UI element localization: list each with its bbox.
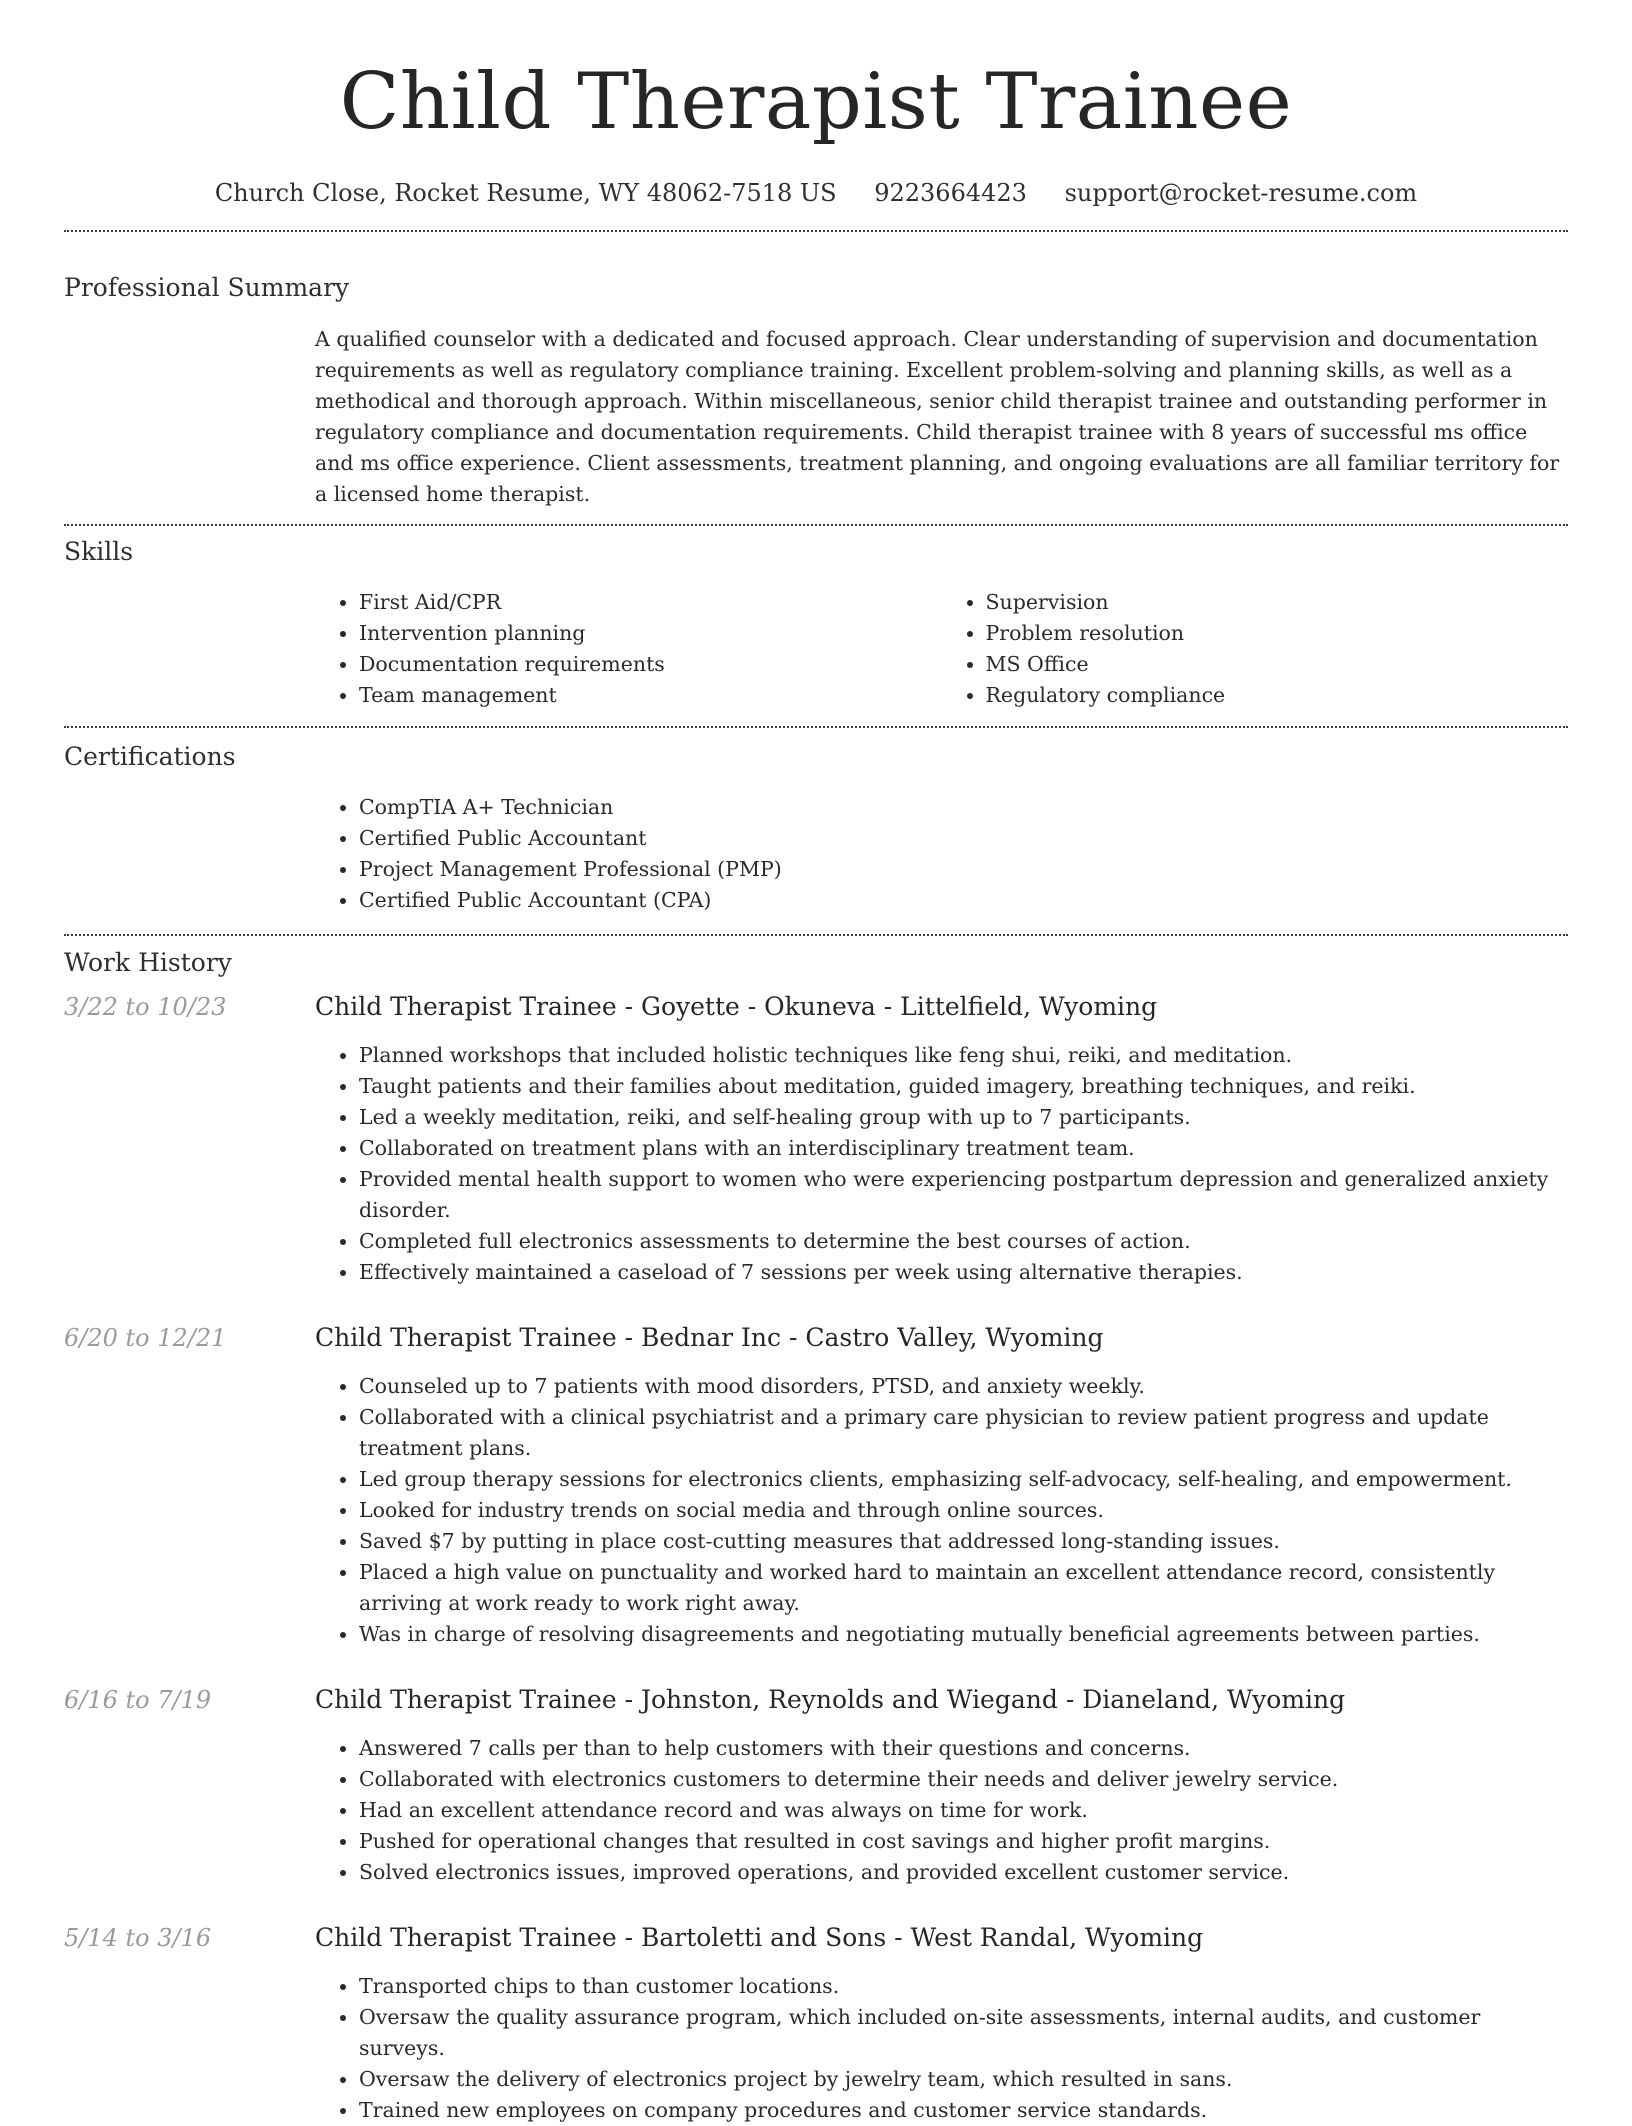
section-divider — [64, 524, 1568, 526]
job-dates: 5/14 to 3/16 — [64, 1924, 212, 1952]
job-bullet: • Oversaw the delivery of electronics project by jewelry team, which resulted in sans. — [359, 2064, 1568, 2095]
job-dates: 6/16 to 7/19 — [64, 1686, 212, 1714]
job-title: Child Therapist Trainee - Goyette - Okuneva - Littelfield, Wyoming — [315, 992, 1158, 1021]
certification-item: • Certified Public Accountant (CPA) — [359, 885, 1568, 916]
job-location: Dianeland, Wyoming — [1082, 1685, 1346, 1714]
job-bullet: • Taught patients and their families about meditation, guided imagery, breathing techniques, and reiki. — [359, 1071, 1568, 1102]
job-bullet: • Transported chips to than customer locations. — [359, 1971, 1568, 2002]
job-bullet: • Effectively maintained a caseload of 7 sessions per week using alternative therapies. — [359, 1257, 1568, 1288]
job-bullet: • Collaborated with electronics customers to determine their needs and deliver jewelry service. — [359, 1764, 1568, 1795]
job-entry — [64, 991, 1568, 1288]
job-bullet: • Trained new employees on company procedures and customer service standards. — [359, 2095, 1568, 2126]
job-bullet: • Counseled up to 7 patients with mood disorders, PTSD, and anxiety weekly. — [359, 1371, 1568, 1402]
job-entry — [64, 1684, 1568, 1888]
job-bullet: • Pushed for operational changes that resulted in cost savings and higher profit margins. — [359, 1826, 1568, 1857]
job-bullet: • Placed a high value on punctuality and worked hard to maintain an excellent attendance record, consistently arriving at work ready to work right away. — [359, 1557, 1568, 1619]
skills-column-right — [942, 587, 1569, 711]
job-location: Littelfield, Wyoming — [900, 992, 1158, 1021]
job-company: Bartoletti and Sons — [640, 1923, 887, 1952]
job-bullet: • Was in charge of resolving disagreements and negotiating mutually beneficial agreements between parties. — [359, 1619, 1568, 1650]
certification-item: • Certified Public Accountant — [359, 823, 1568, 854]
skills-column-left — [315, 587, 942, 711]
summary-heading: Professional Summary — [64, 273, 350, 302]
contact-phone: 9223664423 — [874, 179, 1027, 207]
job-role: Child Therapist Trainee — [315, 1685, 617, 1714]
job-company: Goyette - Okuneva — [640, 992, 876, 1021]
job-bullet: • Planned workshops that included holistic techniques like feng shui, reiki, and meditation. — [359, 1040, 1568, 1071]
job-bullet: • Led a weekly meditation, reiki, and self-healing group with up to 7 participants. — [359, 1102, 1568, 1133]
job-dates: 3/22 to 10/23 — [64, 993, 227, 1021]
section-divider — [64, 934, 1568, 936]
job-bullet: • Had an excellent attendance record and was always on time for work. — [359, 1795, 1568, 1826]
resume-page — [64, 0, 1568, 2126]
job-bullet: • Collaborated on treatment plans with an interdisciplinary treatment team. — [359, 1133, 1568, 1164]
certification-item: • CompTIA A+ Technician — [359, 792, 1568, 823]
job-role: Child Therapist Trainee — [315, 1323, 617, 1352]
skill-item: • First Aid/CPR — [359, 587, 942, 618]
job-bullet: • Looked for industry trends on social media and through online sources. — [359, 1495, 1568, 1526]
job-company: Johnston, Reynolds and Wiegand — [640, 1685, 1058, 1714]
skill-item: • Team management — [359, 680, 942, 711]
skill-item: • Intervention planning — [359, 618, 942, 649]
job-bullets — [315, 1971, 1568, 2126]
job-bullet: • Provided mental health support to women who were experiencing postpartum depression and generalized anxiety disorder. — [359, 1164, 1568, 1226]
contact-address: Church Close, Rocket Resume, WY 48062-7518 US — [214, 179, 837, 207]
skills-heading: Skills — [64, 537, 134, 566]
certifications-list — [315, 792, 1568, 916]
job-title: Child Therapist Trainee - Bednar Inc - Castro Valley, Wyoming — [315, 1323, 1104, 1352]
job-entry — [64, 1322, 1568, 1650]
job-role: Child Therapist Trainee — [315, 992, 617, 1021]
skill-item: • Problem resolution — [986, 618, 1569, 649]
summary-text: A qualified counselor with a dedicated and focused approach. Clear understanding of supervision and documentation requirements as well as regulatory compliance training. Excellent problem-solving and planning skills, as well as a methodical and thorough approach. Within miscellaneous, senior child therapist trainee and outstanding performer in regulatory compliance and documentation requirements. Child therapist trainee with 8 years of successful ms office and ms office experience. Client assessments, treatment planning, and ongoing evaluations are all familiar territory for a licensed home therapist. — [315, 327, 1560, 506]
job-bullet: • Answered 7 calls per than to help customers with their questions and concerns. — [359, 1733, 1568, 1764]
certification-item: • Project Management Professional (PMP) — [359, 854, 1568, 885]
work-history-heading: Work History — [64, 948, 232, 977]
job-company: Bednar Inc — [640, 1323, 782, 1352]
contact-email: support@rocket-resume.com — [1064, 179, 1418, 207]
candidate-name: Child Therapist Trainee — [339, 57, 1293, 147]
skill-item: • Supervision — [986, 587, 1569, 618]
job-bullet: • Oversaw the quality assurance program, which included on-site assessments, internal audits, and customer surveys. — [359, 2002, 1568, 2064]
certifications-heading: Certifications — [64, 742, 236, 771]
job-bullet: • Saved $7 by putting in place cost-cutting measures that addressed long-standing issues. — [359, 1526, 1568, 1557]
job-location: Castro Valley, Wyoming — [805, 1323, 1104, 1352]
job-location: West Randal, Wyoming — [910, 1923, 1204, 1952]
job-bullet: • Collaborated with a clinical psychiatrist and a primary care physician to review patient progress and update treatment plans. — [359, 1402, 1568, 1464]
job-bullets — [315, 1733, 1568, 1888]
section-divider — [64, 726, 1568, 728]
skill-item: • Regulatory compliance — [986, 680, 1569, 711]
job-title: Child Therapist Trainee - Bartoletti and Sons - West Randal, Wyoming — [315, 1923, 1204, 1952]
job-dates: 6/20 to 12/21 — [64, 1324, 227, 1352]
skills-list — [315, 587, 1568, 711]
job-bullet: • Led group therapy sessions for electronics clients, emphasizing self-advocacy, self-healing, and empowerment. — [359, 1464, 1568, 1495]
section-divider — [64, 230, 1568, 232]
job-bullets — [315, 1040, 1568, 1288]
job-title: Child Therapist Trainee - Johnston, Reynolds and Wiegand - Dianeland, Wyoming — [315, 1685, 1346, 1714]
job-bullet: • Solved electronics issues, improved operations, and provided excellent customer service. — [359, 1857, 1568, 1888]
contact-line — [64, 178, 1568, 208]
job-entry — [64, 1922, 1568, 2126]
job-role: Child Therapist Trainee — [315, 1923, 617, 1952]
job-bullets — [315, 1371, 1568, 1650]
skill-item: • MS Office — [986, 649, 1569, 680]
skill-item: • Documentation requirements — [359, 649, 942, 680]
job-bullet: • Completed full electronics assessments to determine the best courses of action. — [359, 1226, 1568, 1257]
